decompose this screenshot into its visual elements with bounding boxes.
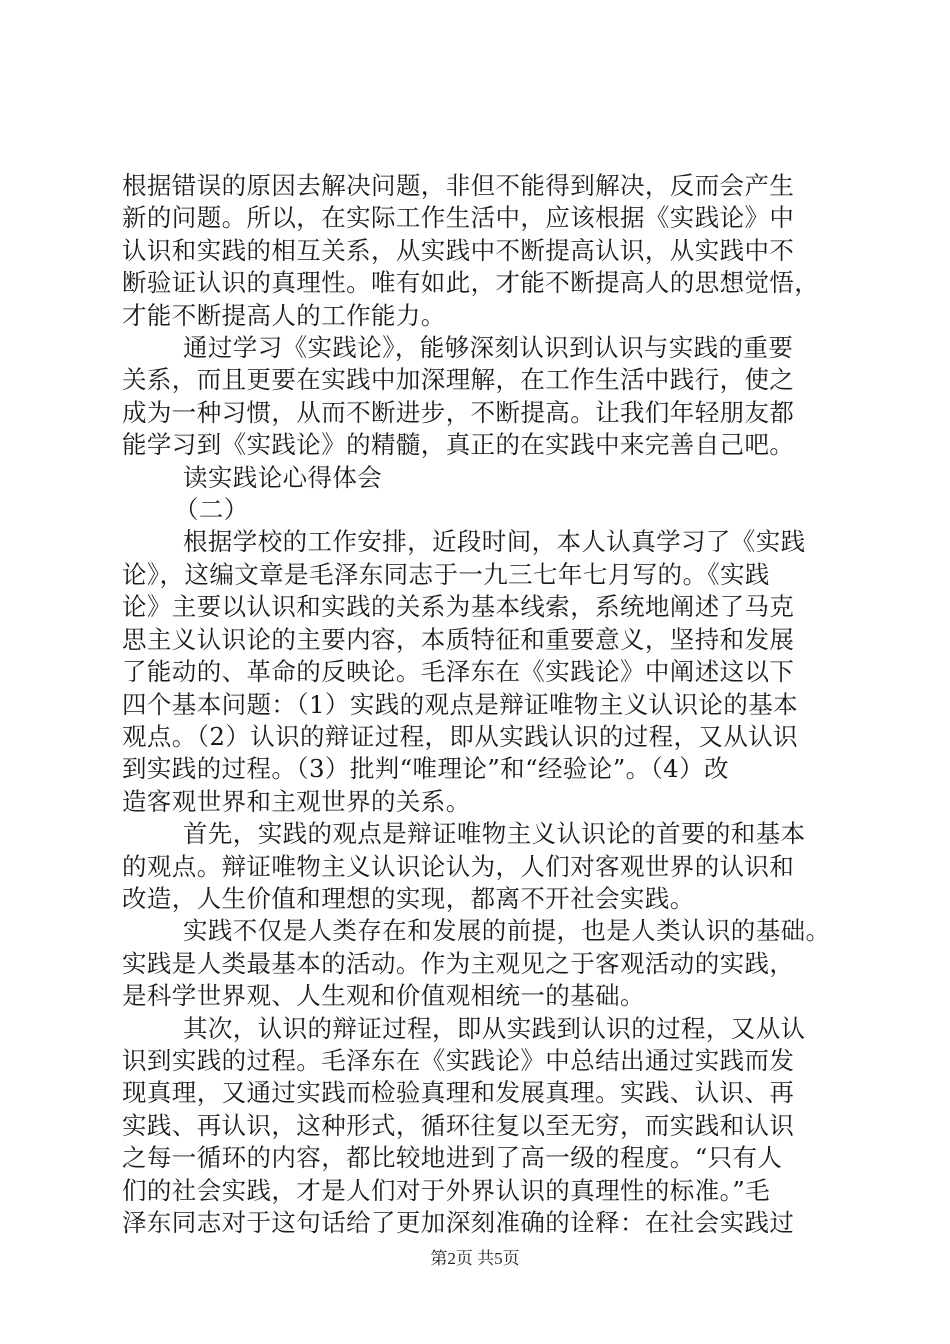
section-number: （二） bbox=[174, 495, 249, 525]
text-line: 根据错误的原因去解决问题，非但不能得到解决，反而会产生 bbox=[122, 171, 795, 200]
text-line: 四个基本问题：（1）实践的观点是辩证唯物主义认识论的基本 bbox=[122, 689, 799, 719]
text-line: 实践不仅是人类存在和发展的前提，也是人类认识的基础。 bbox=[183, 916, 831, 946]
text-line: 改造，人生价值和理想的实现，都离不开社会实践。 bbox=[122, 883, 695, 913]
text-line: 思主义认识论的主要内容，本质特征和重要意义，坚持和发展 bbox=[122, 624, 795, 654]
text-line: 造客观世界和主观世界的关系。 bbox=[122, 786, 471, 816]
text-line: 泽东同志对于这句话给了更加深刻准确的诠释：在社会实践过 bbox=[122, 1208, 795, 1237]
text-line: 了能动的、革命的反映论。毛泽东在《实践论》中阐述这以下 bbox=[122, 657, 795, 687]
text-line: 论》主要以认识和实践的关系为基本线索，系统地阐述了马克 bbox=[122, 592, 795, 622]
text-line: 首先，实践的观点是辩证唯物主义认识论的首要的和基本 bbox=[183, 819, 806, 849]
text-line: 们的社会实践，才是人们对于外界认识的真理性的标准。”毛 bbox=[122, 1175, 771, 1205]
text-line: 成为一种习惯，从而不断进步，不断提高。让我们年轻朋友都 bbox=[122, 397, 795, 427]
text-line: 的观点。辩证唯物主义认识论认为，人们对客观世界的认识和 bbox=[122, 851, 795, 881]
text-line: 实践、再认识，这种形式，循环往复以至无穷，而实践和认识 bbox=[122, 1110, 795, 1140]
text-line: 观点。（2）认识的辩证过程，即从实践认识的过程，又从认识 bbox=[122, 721, 799, 751]
text-line: 之每一循环的内容，都比较地进到了高一级的程度。“只有人 bbox=[122, 1143, 783, 1173]
text-line: 新的问题。所以，在实际工作生活中，应该根据《实践论》中 bbox=[122, 203, 795, 233]
text-line: 是科学世界观、人生观和价值观相统一的基础。 bbox=[122, 981, 645, 1011]
text-line: 其次，认识的辩证过程，即从实践到认识的过程，又从认 bbox=[183, 1013, 806, 1043]
text-line: 通过学习《实践论》，能够深刻认识到认识与实践的重要 bbox=[183, 333, 794, 363]
text-line: 识到实践的过程。毛泽东在《实践论》中总结出通过实践而发 bbox=[122, 1045, 795, 1075]
section-title: 读实践论心得体会 bbox=[183, 462, 383, 492]
text-line: 能学习到《实践论》的精髓，真正的在实践中来完善自己吧。 bbox=[122, 430, 795, 460]
text-line: 断验证认识的真理性。唯有如此，才能不断提高人的思想觉悟， bbox=[122, 268, 820, 298]
text-line: 实践是人类最基本的活动。作为主观见之于客观活动的实践， bbox=[122, 948, 795, 978]
text-line: 认识和实践的相互关系，从实践中不断提高认识，从实践中不 bbox=[122, 235, 795, 265]
page-footer: 第2页 共5页 bbox=[430, 1249, 520, 1268]
text-line: 现真理，又通过实践而检验真理和发展真理。实践、认识、再 bbox=[122, 1078, 795, 1108]
text-line: 论》，这编文章是毛泽东同志于一九三七年七月写的。《实践 bbox=[122, 559, 770, 589]
body-text bbox=[122, 170, 840, 1239]
text-line: 到实践的过程。（3）批判“唯理论”和“经验论”。（4）改 bbox=[122, 754, 729, 784]
text-line: 根据学校的工作安排，近段时间，本人认真学习了《实践 bbox=[183, 527, 806, 557]
text-line: 才能不断提高人的工作能力。 bbox=[122, 300, 446, 330]
text-line: 关系，而且更要在实践中加深理解，在工作生活中践行，使之 bbox=[122, 365, 795, 395]
